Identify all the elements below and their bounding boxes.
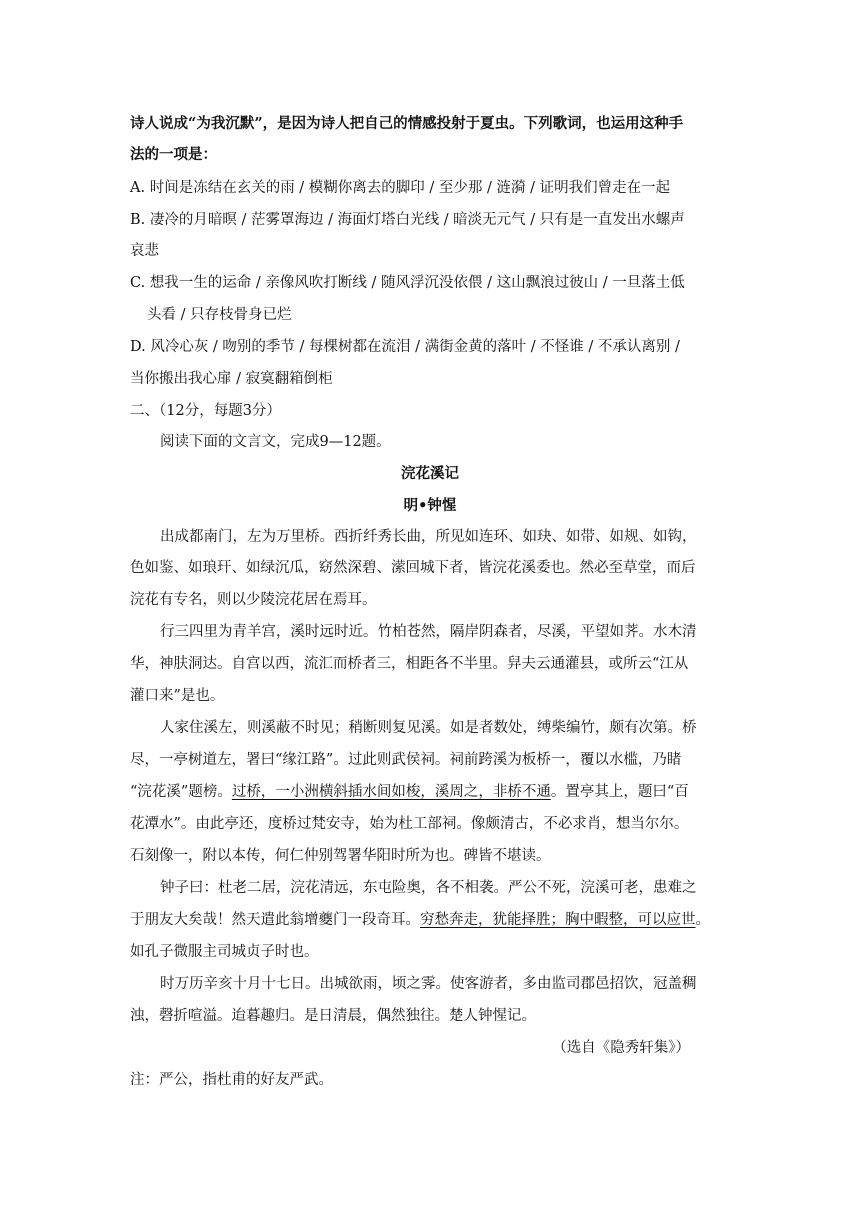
question8-stem-line2: 法的一项是：: [130, 146, 217, 163]
question8-stem-line1: 诗人说成“为我沉默”，是因为诗人把自己的情感投射于夏虫。下列歌词，也运用这种手: [130, 115, 684, 132]
section-instruction: 阅读下面的文言文，完成9—12题。: [160, 434, 391, 450]
paragraph-1-line-3: 浣花有专名，则以少陵浣花居在焉耳。: [130, 592, 377, 608]
source-citation: （选自《隐秀轩集》）: [552, 1040, 690, 1056]
paragraph-4-line-3: 如孔子微服主司城贞子时也。: [130, 944, 319, 960]
option-c-line1: C. 想我一生的运命 / 亲像风吹打断线 / 随风浮沉没依偎 / 这山飘浪过彼山 / 一旦落土低: [130, 275, 685, 291]
paragraph-3-line-1: 人家住溪左，则溪蔽不时见；稍断则复见溪。如是者数处，缚柴编竹，颇有次第。桥: [160, 720, 697, 736]
option-c-line2: 头看 / 只存枝骨身已烂: [147, 307, 292, 323]
paragraph-1-line-1: 出成都南门，左为万里桥。西折纤秀长曲，所见如连环、如玦、如带、如规、如钩，: [160, 529, 697, 545]
paragraph-2-line-2: 华，神肤洞达。自宫以西，流汇而桥者三，相距各不半里。舁夫云通灌县，或所云“江从: [130, 656, 689, 672]
paragraph-4-line-2-pre: 于朋友大矣哉！然天遣此翁增夔门一段奇耳。: [130, 912, 420, 928]
paragraph-5-line-1: 时万历辛亥十月十七日。出城欲雨，顷之霁。使客游者，多由监司郡邑招饮，冠盖稠: [160, 976, 697, 992]
option-b-line2: 哀悲: [130, 243, 159, 259]
paragraph-4-line-1: 钟子曰：杜老二居，浣花清远，东屯险奥，各不相袭。严公不死，浣溪可老，患难之: [160, 880, 697, 896]
section-heading: 二、（12分，每题3分）: [130, 403, 281, 419]
option-d-line1: D. 风冷心灰 / 吻别的季节 / 每棵树都在流泪 / 满街金黄的落叶 / 不怪谁 / 不承认离别 /: [130, 339, 680, 355]
paragraph-4-line-2-post: 。: [695, 912, 710, 928]
underlined-sentence-2: 穷愁奔走，犹能择胜；胸中暇整，可以应世: [420, 912, 696, 928]
paragraph-3-line-5: 石刻像一，附以本传，何仁仲别驾署华阳时所为也。碑皆不堪读。: [130, 848, 551, 864]
paragraph-3-line-3: [130, 782, 730, 802]
option-d-line2: 当你搬出我心扉 / 寂寞翻箱倒柜: [130, 371, 333, 387]
option-b-line1: B. 凄冷的月暗暝 / 茫雾罩海边 / 海面灯塔白光线 / 暗淡无元气 / 只有是一直发出水螺声: [130, 212, 685, 228]
paragraph-2-line-3: 灌口来”是也。: [130, 688, 225, 704]
paragraph-5-line-2: 浊，磬折喧溢。迨暮趣归。是日清晨，偶然独往。楚人钟惺记。: [130, 1008, 536, 1024]
paragraph-3-line-3-post: 。置亭其上，题曰“百: [550, 784, 689, 800]
paragraph-3-line-2: 尽，一亭树道左，署曰“缘江路”。过此则武侯祠。祠前跨溪为板桥一，覆以水槛，乃睹: [130, 752, 682, 768]
paragraph-1-line-2: 色如鉴、如琅玕、如绿沉瓜，窈然深碧、潆回城下者，皆浣花溪委也。然必至草堂，而后: [130, 560, 696, 576]
paragraph-2-line-1: 行三四里为青羊宫，溪时远时近。竹柏苍然，隔岸阴森者，尽溪，平望如荠。水木清: [160, 624, 697, 640]
paragraph-3-line-4: 花潭水”。由此亭还，度桥过梵安寺，始为杜工部祠。像颇清古，不必求肖，想当尔尔。: [130, 816, 689, 832]
option-a: A. 时间是冻结在玄关的雨 / 模糊你离去的脚印 / 至少那 / 涟漪 / 证明我们曾走在一起: [130, 180, 671, 196]
paragraph-3-line-3-pre: “浣花溪”题榜。: [130, 784, 232, 800]
article-author: 明•钟惺: [403, 497, 457, 514]
footnote: 注：严公，指杜甫的好友严武。: [130, 1072, 333, 1088]
paragraph-4-line-2: [130, 910, 730, 930]
article-title: 浣花溪记: [401, 465, 459, 482]
underlined-sentence-1: 过桥，一小洲横斜插水间如梭，溪周之，非桥不通: [231, 784, 551, 800]
